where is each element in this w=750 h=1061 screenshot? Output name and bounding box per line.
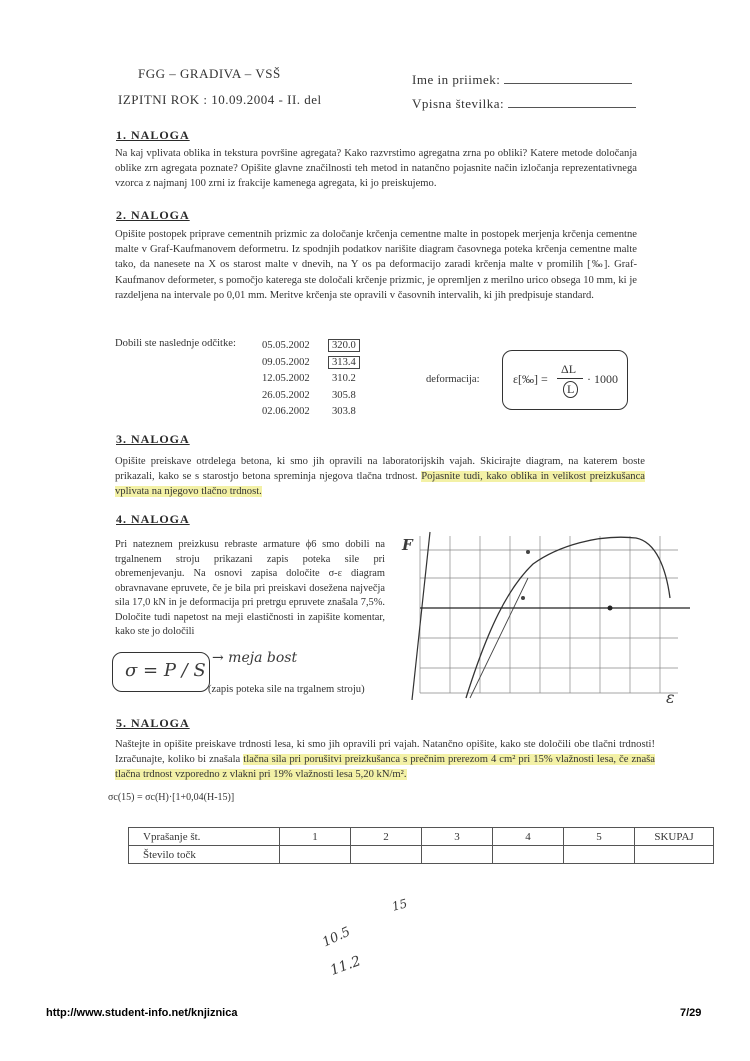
points-cell xyxy=(351,846,422,864)
task-5-text-plain: Naštejte in opišite preiskave trdnosti lesa, ki smo jih opravili pri vajah. Natančno opišite, kako ste določili obe tlačni trdnosti! Izračunajte, koliko bi znašala xyxy=(115,739,655,766)
force-record-plot xyxy=(398,528,690,707)
force-record-caption: (zapis poteka sile na trgalnem stroju) xyxy=(208,684,365,695)
max-force-point xyxy=(608,606,613,611)
name-line xyxy=(504,73,632,84)
deformation-label: deformacija: xyxy=(426,374,480,385)
plot-grid xyxy=(420,536,678,693)
table-row xyxy=(129,846,714,864)
axis-f-label: F xyxy=(402,536,413,554)
question-1: 1 xyxy=(280,828,351,846)
formula-tail: · 1000 xyxy=(587,372,618,386)
task-3-text xyxy=(115,454,645,500)
student-id-line xyxy=(508,97,636,108)
curve-point xyxy=(526,550,530,554)
points-cell xyxy=(422,846,493,864)
question-5: 5 xyxy=(564,828,635,846)
score-table xyxy=(128,827,714,864)
axis-epsilon-label: ε xyxy=(666,688,675,707)
task-2-text: Opišite postopek priprave cementnih prizmic za določanje krčenja cementne malte in postopek merjenja krčenja cementne malte v Graf-Kaufmanovem deformetru. Iz spodnjih podatkov narišite diagram časovnega poteka krčenja cementne malte tako, da nanesete na X os starost malte v dnevih, na Y os pa deformacijo zaradi krčenja malte v promilih [‰]. Graf-Kaufmanov deformeter, s pomočjo katerega ste določali krčenje prizmic, je opremljen z merilno urico obsega 10 mm, ki je razdeljena na intervale po 0,01 mm. Meritve krčenja ste opravili v časovnih intervalih, ki jih predpisuje standard. xyxy=(115,229,637,301)
question-2: 2 xyxy=(351,828,422,846)
points-label: Število točk xyxy=(129,846,280,864)
task-3-text-highlight: Pojasnite tudi, kako oblika in velikost preizkušanca vplivata na njegovo tlačno trdnost. xyxy=(115,471,645,498)
handwritten-note-1: 10.5 xyxy=(320,924,353,951)
formula-numerator: ΔL xyxy=(561,362,577,376)
question-number-label: Vprašanje št. xyxy=(129,828,280,846)
readings-label: Dobili ste naslednje odčitke: xyxy=(115,338,236,349)
force-curve xyxy=(466,537,670,698)
exam-subject: FGG – GRADIVA – VSŠ xyxy=(138,66,281,81)
fraction-bar xyxy=(557,378,583,379)
reading-row: 09.05.2002 313.4 xyxy=(262,355,360,372)
reading-row: 26.05.2002 305.8 xyxy=(262,389,356,401)
force-record-svg xyxy=(398,528,690,700)
total-label: SKUPAJ xyxy=(635,828,714,846)
reading-row: 12.05.2002 310.2 xyxy=(262,373,356,384)
task-2-title: 2. NALOGA xyxy=(116,208,190,222)
sigma-formula: σ = P / S xyxy=(125,660,206,681)
task-5-text xyxy=(115,737,655,783)
task-1-title: 1. NALOGA xyxy=(116,128,190,142)
question-3: 3 xyxy=(422,828,493,846)
elastic-limit-point xyxy=(521,596,525,600)
formula-denominator: L xyxy=(563,381,578,398)
points-cell xyxy=(564,846,635,864)
task-5-text-highlight: tlačna sila pri porušitvi preizkušanca s prečnim prerezom 4 cm² pri 15% vlažnosti lesa, če znaša tlačna trdnost vzporedno z vlakni pri 19% vlažnosti lesa 5,20 kN/m². xyxy=(115,754,656,781)
task-3-title: 3. NALOGA xyxy=(116,432,190,446)
task-5-title: 5. NALOGA xyxy=(116,716,190,730)
points-total-cell xyxy=(635,846,714,864)
student-id-label: Vpisna številka: xyxy=(412,96,505,111)
points-cell xyxy=(280,846,351,864)
sigma-formula-box xyxy=(112,652,210,692)
deformation-formula xyxy=(502,350,628,410)
table-row xyxy=(129,828,714,846)
task-4-title: 4. NALOGA xyxy=(116,512,190,526)
reading-row: 05.05.2002 320.0 xyxy=(262,338,360,355)
task-1-text: Na kaj vplivata oblika in tekstura površine agregata? Kako razvrstimo agregatna zrna po obliki? Katere metode določanja oblike zrn agregata poznate? Opišite glavne značilnosti teh metod in natančno pojasnite način izločanja reprezentativnega vzorca z najmanj 100 zrni iz frakcije kamenega agregata, ki jo preiskujemo. xyxy=(115,148,637,190)
handwritten-note-2: 15 xyxy=(390,896,409,914)
task-4-text: Pri nateznem preizkusu rebraste armature ϕ6 smo dobili na trgalnenem stroju prikazani zapis poteka sile pri obremenjevanju. Na osnovi zapisa določite σ-ε diagram obravnavane epruvete, če je bila pri preiskavi dosežena največja sila 17,0 kN in je deformacija pri pretrgu epruvete znašala 7,5%. Določite tudi napetost na meji elastičnosti in zapišite komentar, kako ste jo določili xyxy=(115,539,385,637)
points-cell xyxy=(493,846,564,864)
readings-table xyxy=(262,338,360,421)
left-axis-line xyxy=(412,532,430,700)
exam-date: IZPITNI ROK : 10.09.2004 - II. del xyxy=(118,92,322,107)
question-4: 4 xyxy=(493,828,564,846)
formula-lhs: ε[‰] = xyxy=(513,372,548,386)
footer-url[interactable]: http://www.student-info.net/knjiznica xyxy=(46,1007,238,1019)
page-number: 7/29 xyxy=(680,1007,702,1019)
sigma-note: → meja bost xyxy=(212,650,298,666)
task-3-text-plain: Opišite preiskave otrdelega betona, ki smo jih opravili na laboratorijskih vajah. Skicirajte diagram, na katerem boste prikazali, kako se s starostjo betona spreminja njegova tlačna trdnost. xyxy=(115,456,645,483)
name-field xyxy=(412,72,632,88)
reading-row: 02.06.2002 303.8 xyxy=(262,406,356,417)
task-5-formula: σc(15) = σc(H)·[1+0,04(H-15)] xyxy=(108,792,235,803)
handwritten-note-3: 11.2 xyxy=(328,953,363,979)
name-label: Ime in priimek: xyxy=(412,72,501,87)
student-id-field xyxy=(412,96,636,112)
